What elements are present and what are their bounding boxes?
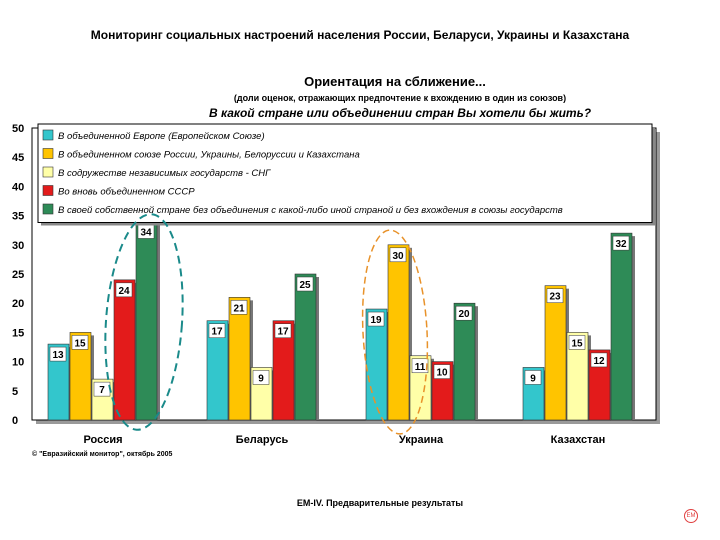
value-label: 34: [140, 227, 152, 239]
value-label: 23: [549, 291, 561, 303]
y-tick-label: 5: [12, 385, 19, 398]
bar-2: [388, 245, 409, 420]
value-label: 10: [436, 367, 448, 379]
bar-5: [136, 221, 157, 420]
logo-icon: EM: [684, 509, 698, 523]
legend-swatch: [43, 130, 53, 140]
legend-label: В объединенной Европе (Европейском Союзе): [58, 131, 265, 142]
x-tick-label: Казахстан: [550, 434, 606, 446]
y-tick-label: 40: [12, 181, 25, 194]
x-tick-label: Россия: [83, 434, 123, 446]
value-label: 19: [370, 315, 382, 327]
legend-label: В объединенном союзе России, Украины, Белоруссии и Казахстана: [58, 149, 360, 161]
value-label: 15: [571, 338, 583, 350]
value-label: 11: [414, 361, 426, 373]
bar-5: [295, 274, 316, 420]
y-tick-label: 35: [12, 210, 25, 223]
value-label: 25: [299, 280, 311, 291]
value-label: 30: [392, 250, 404, 262]
value-label: 15: [74, 338, 86, 350]
copyright-note: © "Евразийский монитор", октябрь 2005: [32, 451, 173, 458]
x-tick-label: Украина: [398, 434, 444, 446]
y-tick-label: 45: [12, 152, 25, 165]
chart-subtitle: Ориентация на сближение...: [304, 74, 486, 89]
y-tick-label: 10: [12, 356, 25, 369]
value-label: 7: [99, 385, 105, 397]
value-label: 13: [52, 350, 64, 362]
y-tick-label: 30: [12, 239, 25, 252]
bar-2: [545, 286, 566, 420]
value-label: 21: [233, 303, 245, 315]
chart-subnote: (доли оценок, отражающих предпочтение к вхождению в один из союзов): [233, 93, 567, 103]
x-tick-label: Беларусь: [235, 434, 289, 446]
legend-label: Во вновь объединенном СССР: [58, 186, 195, 198]
value-label: 9: [258, 373, 264, 385]
bar-5: [611, 233, 632, 420]
legend-swatch: [43, 186, 53, 196]
value-label: 17: [211, 326, 223, 338]
y-tick-label: 15: [12, 327, 25, 340]
value-label: 9: [530, 373, 536, 385]
y-tick-label: 25: [12, 269, 25, 281]
y-tick-label: 50: [12, 123, 25, 135]
legend-swatch: [43, 149, 53, 159]
legend-swatch: [43, 167, 53, 177]
footer-note: ЕМ-IV. Предварительные результаты: [296, 498, 464, 508]
y-tick-label: 0: [12, 415, 19, 427]
value-label: 12: [593, 355, 605, 367]
bar-5: [454, 303, 475, 420]
bar-4: [114, 280, 135, 420]
value-label: 32: [615, 239, 627, 251]
legend-swatch: [43, 204, 53, 214]
legend-label: В своей собственной стране без объединения с какой-либо иной страной и без вхождения в союзы государств: [58, 205, 563, 216]
page-title: Мониторинг социальных настроений населения России, Беларуси, Украины и Казахстана: [90, 28, 630, 42]
y-tick-label: 20: [12, 298, 25, 311]
legend-label: В содружестве независимых государств - СНГ: [58, 168, 271, 179]
value-label: 24: [118, 285, 130, 297]
bar-2: [229, 297, 250, 420]
value-label: 20: [458, 309, 470, 321]
chart-question: В какой стране или объединении стран Вы хотели бы жить?: [208, 106, 592, 120]
value-label: 17: [277, 326, 289, 338]
